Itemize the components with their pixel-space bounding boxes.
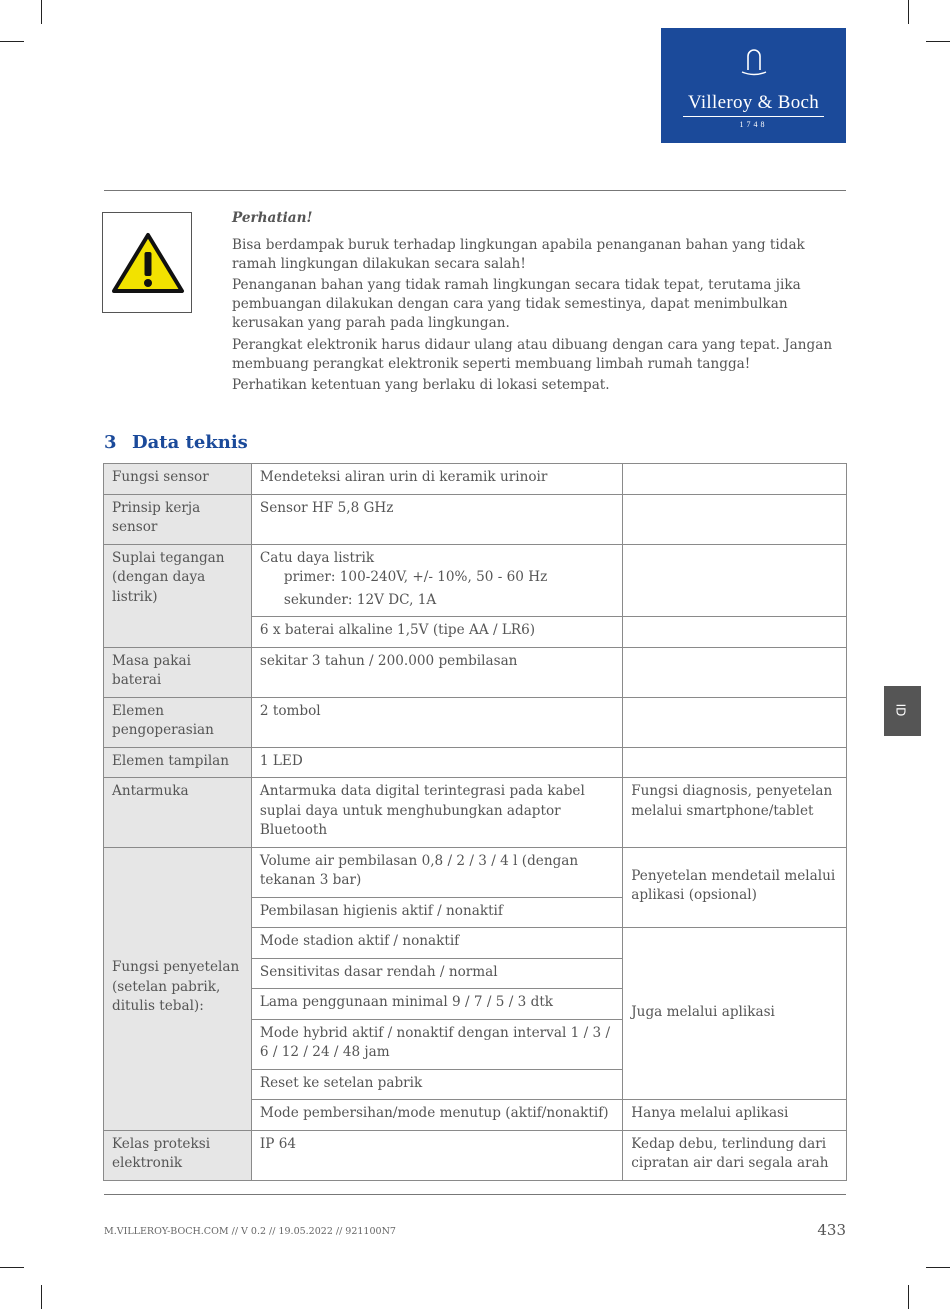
row-label: Prinsip kerja sensor [104, 494, 252, 544]
row-label: Fungsi sensor [104, 464, 252, 495]
row-note: Hanya melalui aplikasi [623, 1100, 847, 1131]
table-row [104, 464, 847, 495]
row-note [623, 747, 847, 778]
notice-paragraph: Perhatikan ketentuan yang berlaku di lokasi setempat. [232, 377, 610, 394]
row-label: Elemen pengoperasian [104, 697, 252, 747]
row-value: Sensor HF 5,8 GHz [251, 494, 622, 544]
row-note: Penyetelan mendetail melalui aplikasi (opsional) [623, 847, 847, 928]
row-value: 2 tombol [251, 697, 622, 747]
power-title: Catu daya listrik [259, 549, 375, 566]
section-heading [104, 432, 248, 453]
page-number: 433 [817, 1221, 846, 1239]
row-value: Sensitivitas dasar rendah / normal [251, 958, 622, 989]
row-label: Fungsi penyetelan (setelan pabrik, ditulis tebal): [104, 847, 252, 1130]
table-row [104, 697, 847, 747]
footer-divider [104, 1194, 846, 1195]
notice-paragraph: Bisa berdampak buruk terhadap lingkungan apabila penanganan bahan yang tidak ramah lingkungan dilakukan secara salah! [232, 236, 805, 272]
warning-icon [111, 232, 185, 294]
row-note [623, 647, 847, 697]
row-label: Antarmuka [104, 778, 252, 848]
table-row [104, 647, 847, 697]
row-label: Masa pakai baterai [104, 647, 252, 697]
row-value: Mode pembersihan/mode menutup (aktif/nonaktif) [251, 1100, 622, 1131]
crop-mark [0, 1267, 24, 1268]
brand-logo [661, 28, 846, 143]
row-value: IP 64 [251, 1130, 622, 1180]
language-tab [884, 686, 921, 736]
logo-underline [683, 116, 824, 117]
notice-paragraph: Penanganan bahan yang tidak ramah lingkungan secara tidak tepat, terutama jika pembuangan dilakukan dengan cara yang tidak semestinya, dapat menimbulkan kerusakan yang parah pada lingkungan. [232, 277, 801, 331]
row-value: Volume air pembilasan 0,8 / 2 / 3 / 4 l (dengan tekanan 3 bar) [251, 847, 622, 897]
row-value: Mode hybrid aktif / nonaktif dengan interval 1 / 3 / 6 / 12 / 24 / 48 jam [251, 1019, 622, 1069]
spec-table [103, 463, 847, 1181]
row-note: Fungsi diagnosis, penyetelan melalui smartphone/tablet [623, 778, 847, 848]
section-number: 3 [104, 432, 117, 453]
row-label: Elemen tampilan [104, 747, 252, 778]
logo-brand-text: Villeroy & Boch [687, 92, 820, 113]
row-note: Kedap debu, terlindung dari cipratan air dari segala arah [623, 1130, 847, 1180]
power-secondary: sekunder: 12V DC, 1A [283, 591, 437, 608]
crop-mark [0, 41, 24, 42]
row-value: Mendeteksi aliran urin di keramik urinoir [251, 464, 622, 495]
logo-bathtub-icon [741, 48, 767, 78]
logo-year: 1748 [739, 120, 768, 129]
language-tab-label: ID [893, 703, 908, 717]
row-note [623, 494, 847, 544]
row-note [623, 697, 847, 747]
footer-meta: M.VILLEROY-BOCH.COM // V 0.2 // 19.05.2022 // 921100N7 [104, 1226, 396, 1237]
notice-paragraph: Perangkat elektronik harus didaur ulang atau dibuang dengan cara yang tepat. Jangan membuang perangkat elektronik seperti membuang limbah rumah tangga! [232, 336, 833, 372]
row-value: Reset ke setelan pabrik [251, 1069, 622, 1100]
row-label: Suplai tegangan (dengan daya listrik) [104, 544, 252, 647]
table-row [104, 494, 847, 544]
crop-mark [908, 0, 909, 24]
table-row [104, 544, 847, 617]
row-value: Pembilasan higienis aktif / nonaktif [251, 897, 622, 928]
row-note [623, 544, 847, 617]
section-title: Data teknis [132, 432, 248, 453]
crop-mark [926, 1267, 950, 1268]
crop-mark [926, 41, 950, 42]
row-note: Juga melalui aplikasi [623, 928, 847, 1100]
row-note [623, 617, 847, 648]
crop-mark [41, 1285, 42, 1309]
warning-box [102, 212, 192, 313]
notice-text [232, 209, 847, 398]
row-value: Antarmuka data digital terintegrasi pada kabel suplai daya untuk menghubungkan adaptor Bluetooth [251, 778, 622, 848]
row-value: 6 x baterai alkaline 1,5V (tipe AA / LR6) [251, 617, 622, 648]
notice-title: Perhatian! [232, 210, 313, 226]
row-label: Kelas proteksi elektronik [104, 1130, 252, 1180]
row-value: Mode stadion aktif / nonaktif [251, 928, 622, 959]
row-value [251, 544, 622, 617]
table-row [104, 747, 847, 778]
table-row [104, 1130, 847, 1180]
row-value: Lama penggunaan minimal 9 / 7 / 5 / 3 dtk [251, 989, 622, 1020]
table-row [104, 778, 847, 848]
row-value: sekitar 3 tahun / 200.000 pembilasan [251, 647, 622, 697]
crop-mark [908, 1285, 909, 1309]
crop-mark [41, 0, 42, 24]
row-value: 1 LED [251, 747, 622, 778]
header-divider [104, 190, 846, 191]
table-row [104, 847, 847, 897]
power-primary: primer: 100-240V, +/- 10%, 50 - 60 Hz [283, 569, 548, 585]
row-note [623, 464, 847, 495]
